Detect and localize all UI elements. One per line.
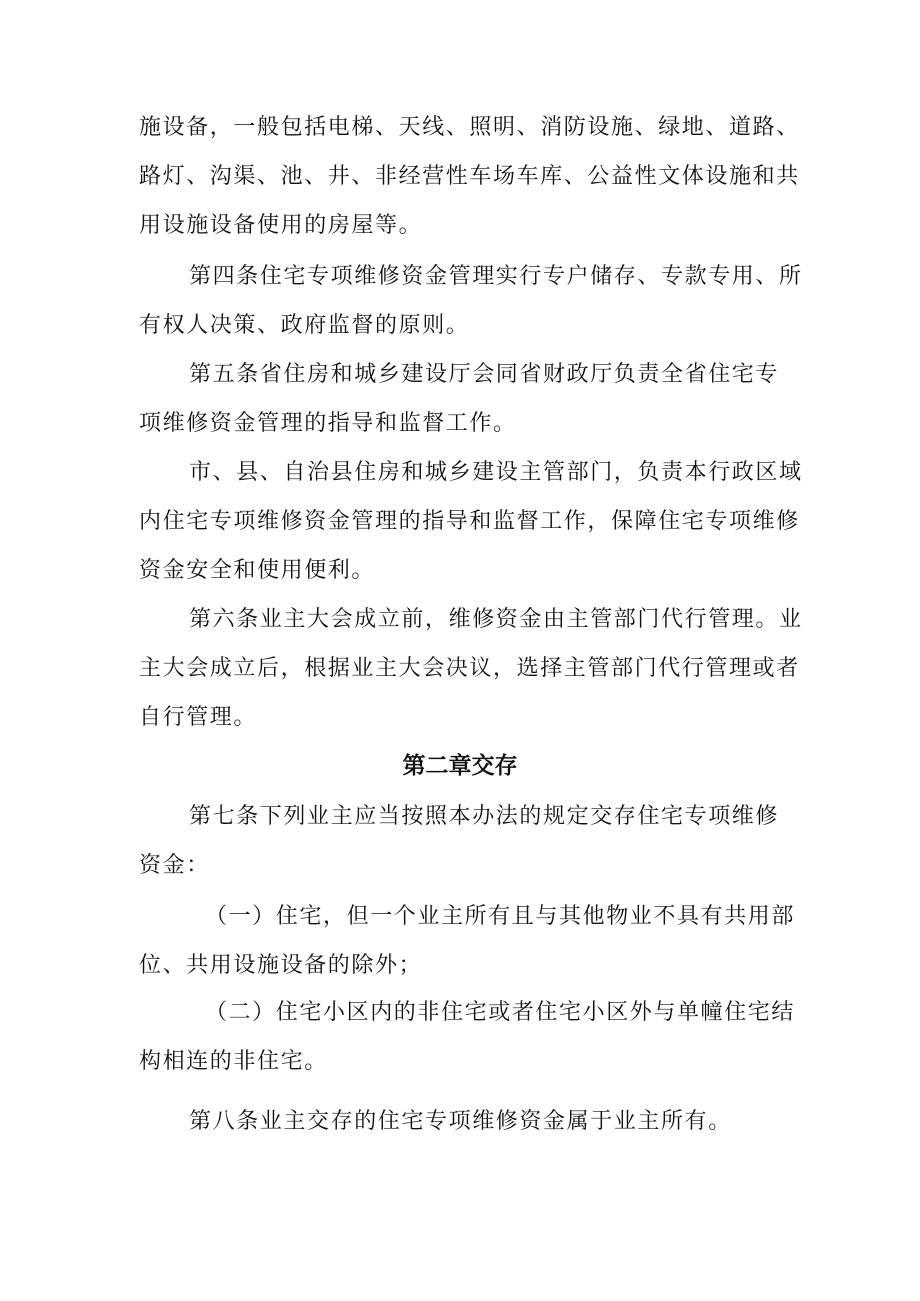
text-line: 项维修资金管理的指导和监督工作。: [139, 411, 517, 436]
text-line: 自行管理。: [139, 705, 258, 730]
text-line: 资金：: [139, 853, 210, 878]
text-line: 路灯、沟渠、池、井、非经营性车场车库、公益性文体设施和共: [139, 164, 800, 189]
text-line: 主大会成立后，根据业主大会决议，选择主管部门代行管理或者: [139, 656, 800, 681]
paragraph-line: 市、县、自治县住房和城乡建设主管部门，负责本行政区域: [189, 460, 803, 485]
article-6-line: 第六条业主大会成立前，维修资金由主管部门代行管理。业: [189, 607, 803, 632]
list-item-2-line: （二）住宅小区内的非住宅或者住宅小区外与单幢住宅结: [205, 1000, 796, 1025]
list-item-1-line: （一）住宅，但一个业主所有且与其他物业不具有共用部: [205, 904, 796, 929]
text-line: 位、共用设施设备的除外；: [139, 953, 423, 978]
text-line: 用设施设备使用的房屋等。: [139, 213, 423, 238]
article-8-line: 第八条业主交存的住宅专项维修资金属于业主所有。: [189, 1109, 732, 1134]
text-line: 施设备，一般包括电梯、天线、照明、消防设施、绿地、道路、: [139, 115, 800, 140]
article-7-line: 第七条下列业主应当按照本办法的规定交存住宅专项维修: [189, 804, 780, 829]
text-line: 有权人决策、政府监督的原则。: [139, 313, 470, 338]
chapter-heading: 第二章交存: [402, 753, 518, 779]
article-5-line: 第五条省住房和城乡建设厅会同省财政厅负责全省住宅专: [189, 362, 780, 387]
text-line: 构相连的非住宅。: [139, 1049, 328, 1074]
text-line: 内住宅专项维修资金管理的指导和监督工作，保障住宅专项维修: [139, 509, 800, 534]
text-line: 资金安全和使用便利。: [139, 558, 376, 583]
article-4-line: 第四条住宅专项维修资金管理实行专户储存、专款专用、所: [189, 264, 803, 289]
